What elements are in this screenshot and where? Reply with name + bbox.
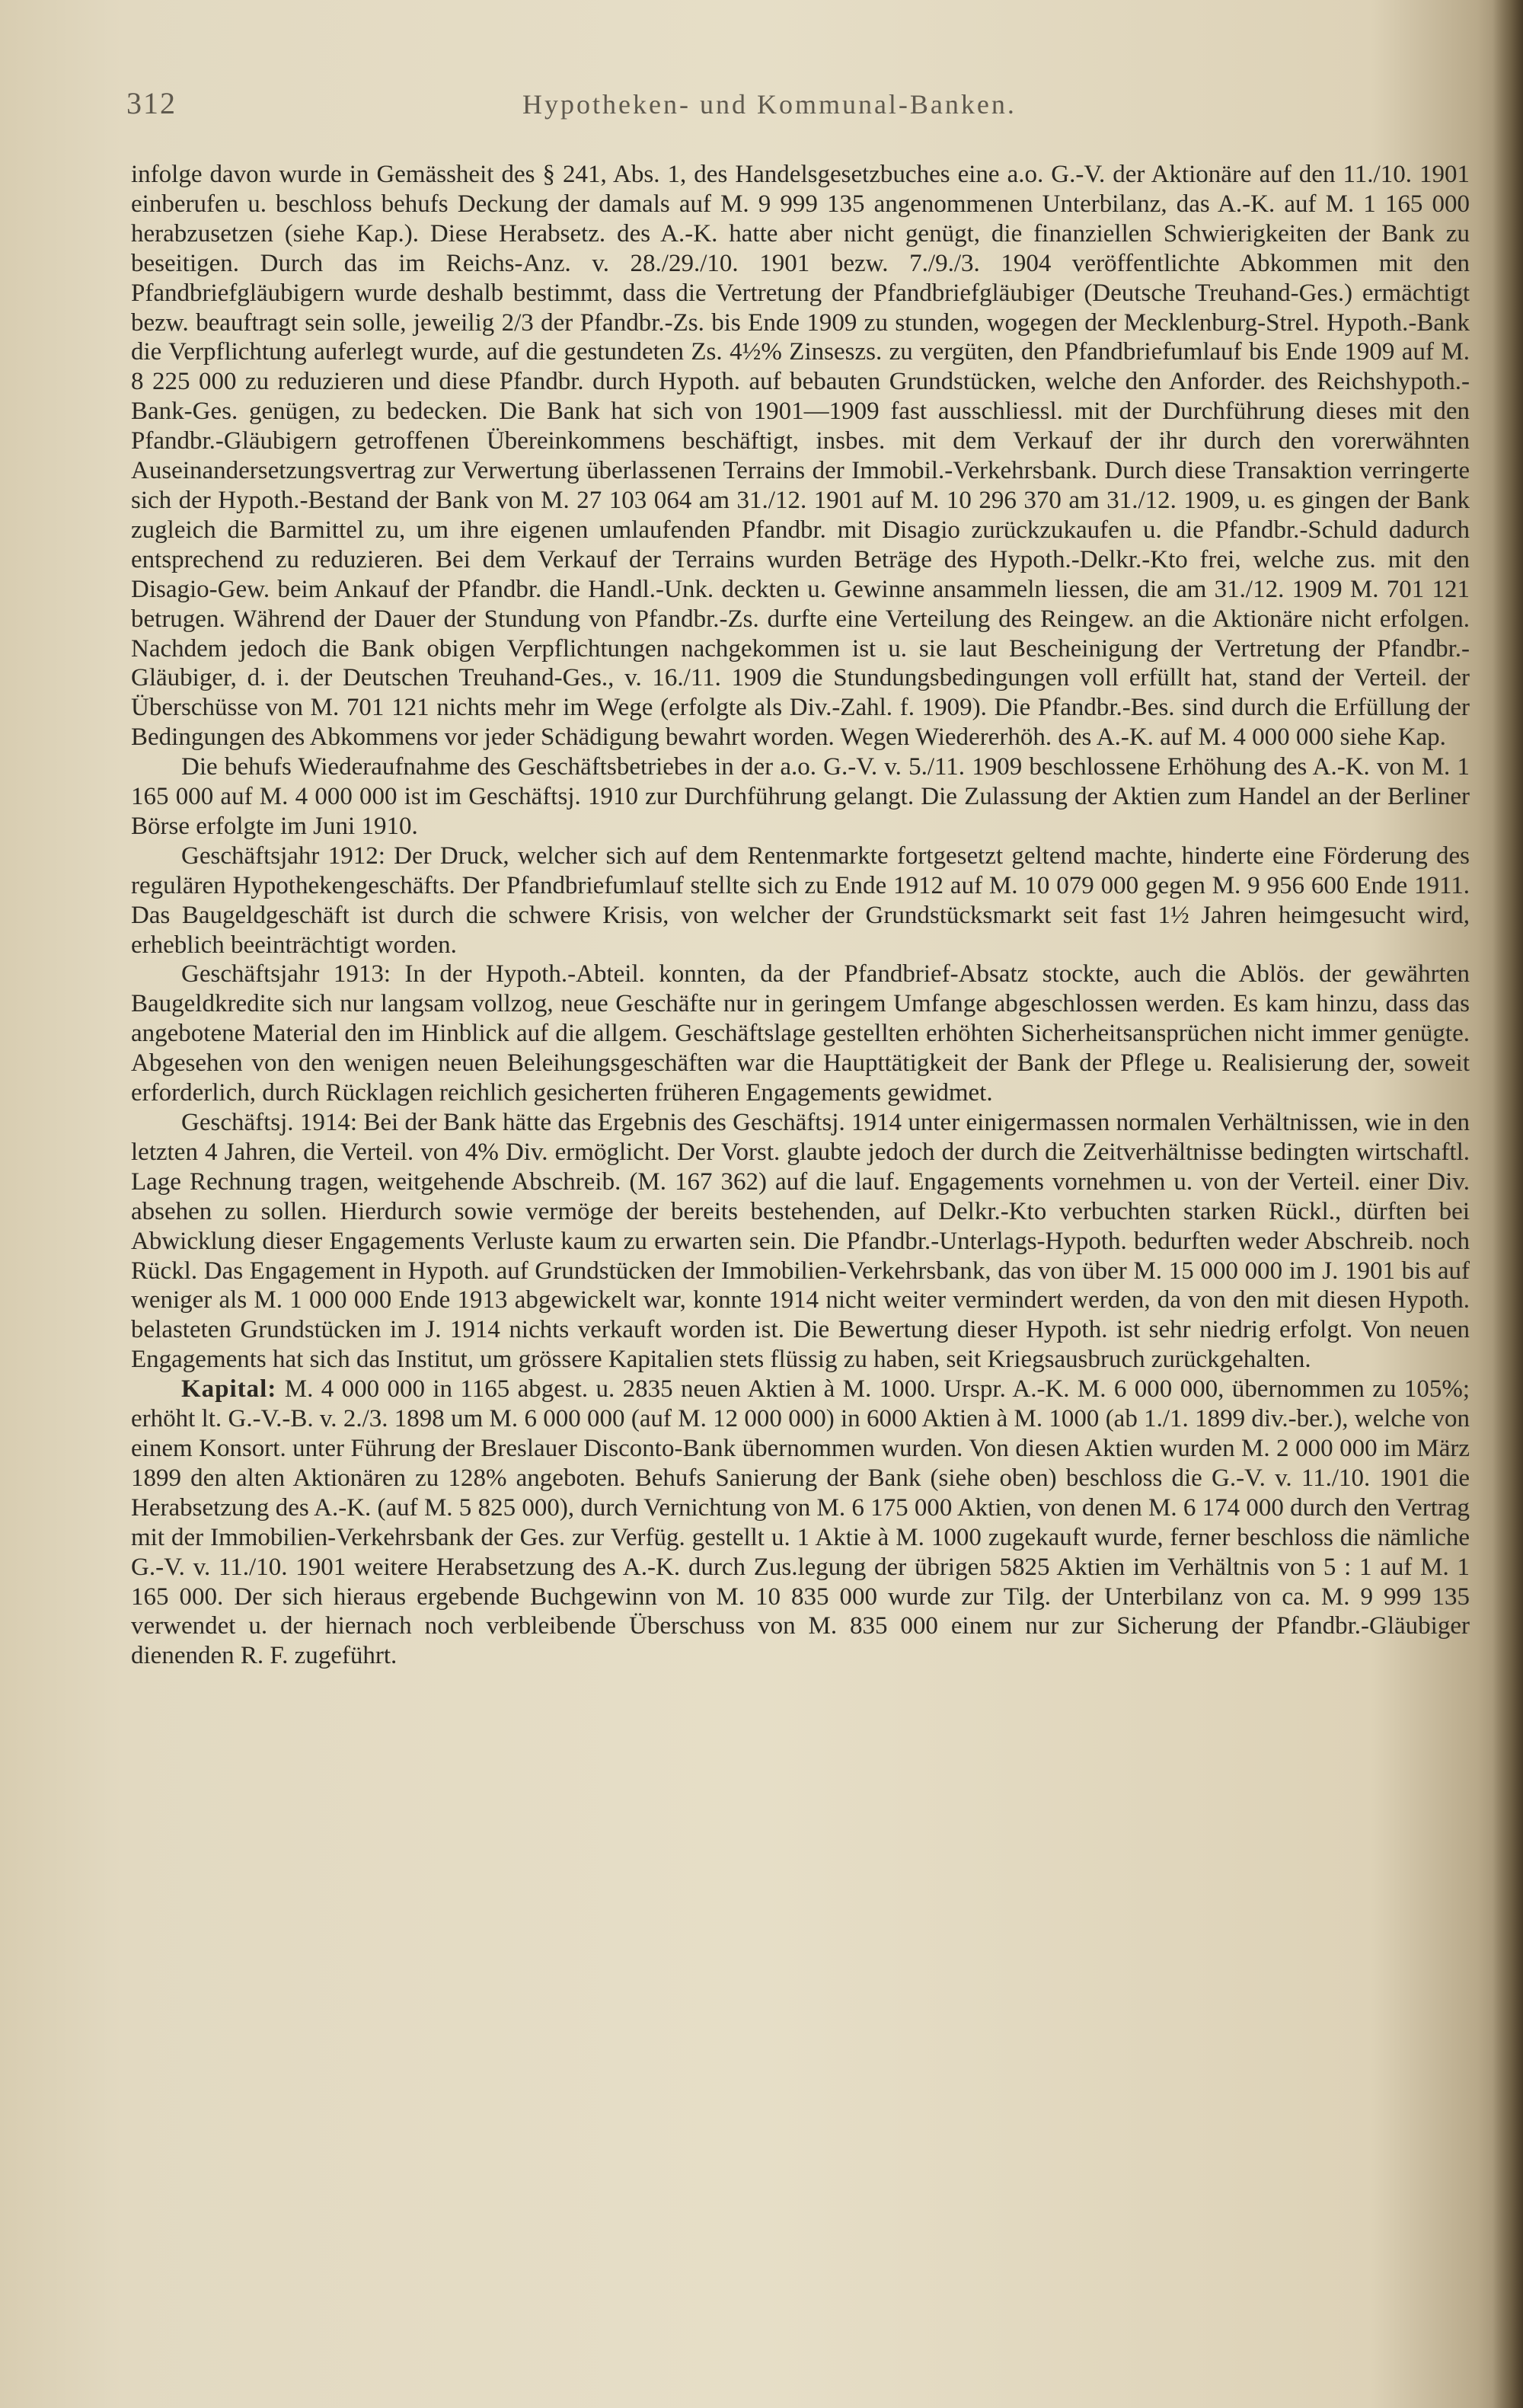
paragraph-capital-increase: Die behufs Wiederaufnahme des Geschäftsbetriebes in der a.o. G.-V. v. 5./11. 1909 beschlossene Erhöhung des A.-K. von M. 1 165 000 auf M. 4 000 000 ist im Geschäftsj. 1910 zur Durchführung gelangt. Die Zulassung der Aktien zum Handel an der Berliner Börse erfolgte im Juni 1910. <box>131 753 1470 840</box>
page-number: 312 <box>126 86 177 120</box>
running-head: Hypotheken- und Kommunal-Banken. <box>522 89 1017 120</box>
page-header <box>126 85 1467 131</box>
paragraph-fiscal-1914: Geschäftsj. 1914: Bei der Bank hätte das Ergebnis des Geschäftsj. 1914 unter einigermassen normalen Verhältnissen, wie in den letzten 4 Jahren, die Verteil. von 4% Div. ermöglicht. Der Vorst. glaubte jedoch der durch die Zeitverhältnisse bedingten wirtschaftl. Lage Rechnung tragen, weitgehende Abschreib. (M. 167 362) auf die lauf. Engagements vornehmen u. von der Verteil. einer Div. absehen zu sollen. Hierdurch sowie vermöge der bereits bestehenden, auf Delkr.-Kto verbuchten starken Rückl., dürften bei Abwicklung dieser Engagements Verluste kaum zu erwarten sein. Die Pfandbr.-Unterlags-Hypoth. bedurften weder Abschreib. noch Rückl. Das Engagement in Hypoth. auf Grundstücken der Immobilien-Verkehrsbank, das von über M. 15 000 000 im J. 1901 bis auf weniger als M. 1 000 000 Ende 1913 abgewickelt war, konnte 1914 nicht weiter vermindert werden, da von den mit diesen Hypoth. belasteten Grundstücken im J. 1914 nichts verkauft worden ist. Die Bewertung dieser Hypoth. ist sehr niedrig erfolgt. Von neuen Engagements hat sich das Institut, um grössere Kapitalien stets flüssig zu haben, seit Kriegsausbruch zurückgehalten. <box>131 1109 1470 1374</box>
kapital-text: M. 4 000 000 in 1165 abgest. u. 2835 neuen Aktien à M. 1000. Urspr. A.-K. M. 6 000 000, übernommen zu 105%; erhöht lt. G.-V.-B. v. 2./3. 1898 um M. 6 000 000 (auf M. 12 000 000) in 6000 Aktien à M. 1000 (ab 1./1. 1899 div.-ber.), welche von einem Konsort. unter Führung der Breslauer Disconto-Bank übernommen wurden. Von diesen Aktien wurden M. 2 000 000 im März 1899 den alten Aktionären zu 128% angeboten. Behufs Sanierung der Bank (siehe oben) beschloss die G.-V. v. 11./10. 1901 die Herabsetzung des A.-K. (auf M. 5 825 000), durch Vernichtung von M. 6 175 000 Aktien, von denen M. 6 174 000 durch den Vertrag mit der Immobilien-Verkehrsbank der Ges. zur Verfüg. gestellt u. 1 Aktie à M. 1000 zugekauft wurde, ferner beschloss die nämliche G.-V. v. 11./10. 1901 weitere Herabsetzung des A.-K. durch Zus.legung der übrigen 5825 Aktien im Verhältnis von 5 : 1 auf M. 1 165 000. Der sich hieraus ergebende Buchgewinn von M. 10 835 000 wurde zur Tilg. der Unterbilanz von ca. M. 9 999 135 verwendet u. der hiernach noch verbleibende Überschuss von M. 835 000 einem nur zur Sicherung der Pfandbr.-Gläubiger dienenden R. F. zugeführt. <box>131 1375 1470 1670</box>
paragraph-continuation: infolge davon wurde in Gemässheit des § 241, Abs. 1, des Handelsgesetzbuches eine a.o. G.-V. der Aktionäre auf den 11./10. 1901 einberufen u. beschloss behufs Deckung der damals auf M. 9 999 135 angenommenen Unterbilanz, das A.-K. auf M. 1 165 000 herabzusetzen (siehe Kap.). Diese Herabsetz. des A.-K. hatte aber nicht genügt, die finanziellen Schwierigkeiten der Bank zu beseitigen. Durch das im Reichs-Anz. v. 28./29./10. 1901 bezw. 7./9./3. 1904 veröffentlichte Abkommen mit den Pfandbriefgläubigern wurde deshalb bestimmt, dass die Vertretung der Pfandbriefgläubiger (Deutsche Treuhand-Ges.) ermächtigt bezw. beauftragt sein solle, jeweilig 2/3 der Pfandbr.-Zs. bis Ende 1909 zu stunden, wogegen der Mecklenburg-Strel. Hypoth.-Bank die Verpflichtung auferlegt wurde, auf die gestundeten Zs. 4½% Zinseszs. zu vergüten, den Pfandbriefumlauf bis Ende 1909 auf M. 8 225 000 zu reduzieren und diese Pfandbr. durch Hypoth. auf bebauten Grundstücken, welche den Anforder. des Reichshypoth.-Bank-Ges. genügen, zu bedecken. Die Bank hat sich von 1901—1909 fast ausschliessl. mit der Durchführung dieses mit den Pfandbr.-Gläubigern getroffenen Übereinkommens beschäftigt, insbes. mit dem Verkauf der ihr durch den vorerwähnten Auseinandersetzungsvertrag zur Verwertung überlassenen Terrains der Immobil.-Verkehrsbank. Durch diese Transaktion verringerte sich der Hypoth.-Bestand der Bank von M. 27 103 064 am 31./12. 1901 auf M. 10 296 370 am 31./12. 1909, u. es gingen der Bank zugleich die Barmittel zu, um ihre eigenen umlaufenden Pfandbr. mit Disagio zurückzukaufen u. die Pfandbr.-Schuld dadurch entsprechend zu reduzieren. Bei dem Verkauf der Terrains wurden Beträge des Hypoth.-Delkr.-Kto frei, welche zus. mit den Disagio-Gew. beim Ankauf der Pfandbr. die Handl.-Unk. deckten u. Gewinne ansammeln liessen, die am 31./12. 1909 M. 701 121 betrugen. Während der Dauer der Stundung von Pfandbr.-Zs. durfte eine Verteilung des Reingew. an die Aktionäre nicht erfolgen. Nachdem jedoch die Bank obigen Verpflichtungen nachgekommen ist u. sie laut Bescheinigung der Vertretung der Pfandbr.-Gläubiger, d. i. der Deutschen Treuhand-Ges., v. 16./11. 1909 die Stundungsbedingungen voll erfüllt hat, stand der Verteil. der Überschüsse von M. 701 121 nichts mehr im Wege (erfolgte als Div.-Zahl. f. 1909). Die Pfandbr.-Bes. sind durch die Erfüllung der Bedingungen des Abkommens vor jeder Schädigung bewahrt worden. Wegen Wiedererhöh. des A.-K. auf M. 4 000 000 siehe Kap. <box>131 161 1470 752</box>
page-binding-shadow <box>1493 0 1523 2408</box>
paragraph-fiscal-1912: Geschäftsjahr 1912: Der Druck, welcher sich auf dem Rentenmarkte fortgesetzt geltend machte, hinderte eine Förderung des regulären Hypothekengeschäfts. Der Pfandbriefumlauf stellte sich zu Ende 1912 auf M. 10 079 000 gegen M. 9 956 600 Ende 1911. Das Baugeldgeschäft ist durch die schwere Krisis, von welcher der Grundstücksmarkt seit fast 1½ Jahren heimgesucht wird, erheblich beeinträchtigt worden. <box>131 842 1470 959</box>
main-text <box>131 160 1470 1671</box>
paragraph-kapital <box>131 1375 1470 1671</box>
kapital-label: Kapital: <box>181 1375 277 1404</box>
paragraph-fiscal-1913: Geschäftsjahr 1913: In der Hypoth.-Abteil. konnten, da der Pfandbrief-Absatz stockte, auch die Ablös. der gewährten Baugeldkredite sich nur langsam vollzog, neue Geschäfte nur in geringem Umfange abgeschlossen werden. Es kam hinzu, dass das angebotene Material den im Hinblick auf die allgem. Geschäftslage gestellten erhöhten Sicherheitsansprüchen nicht immer genügte. Abgesehen von den wenigen neuen Beleihungsgeschäften war die Haupttätigkeit der Bank der Pflege u. Realisierung der, soweit erforderlich, durch Rücklagen reichlich gesicherten früheren Engagements gewidmet. <box>131 960 1470 1107</box>
